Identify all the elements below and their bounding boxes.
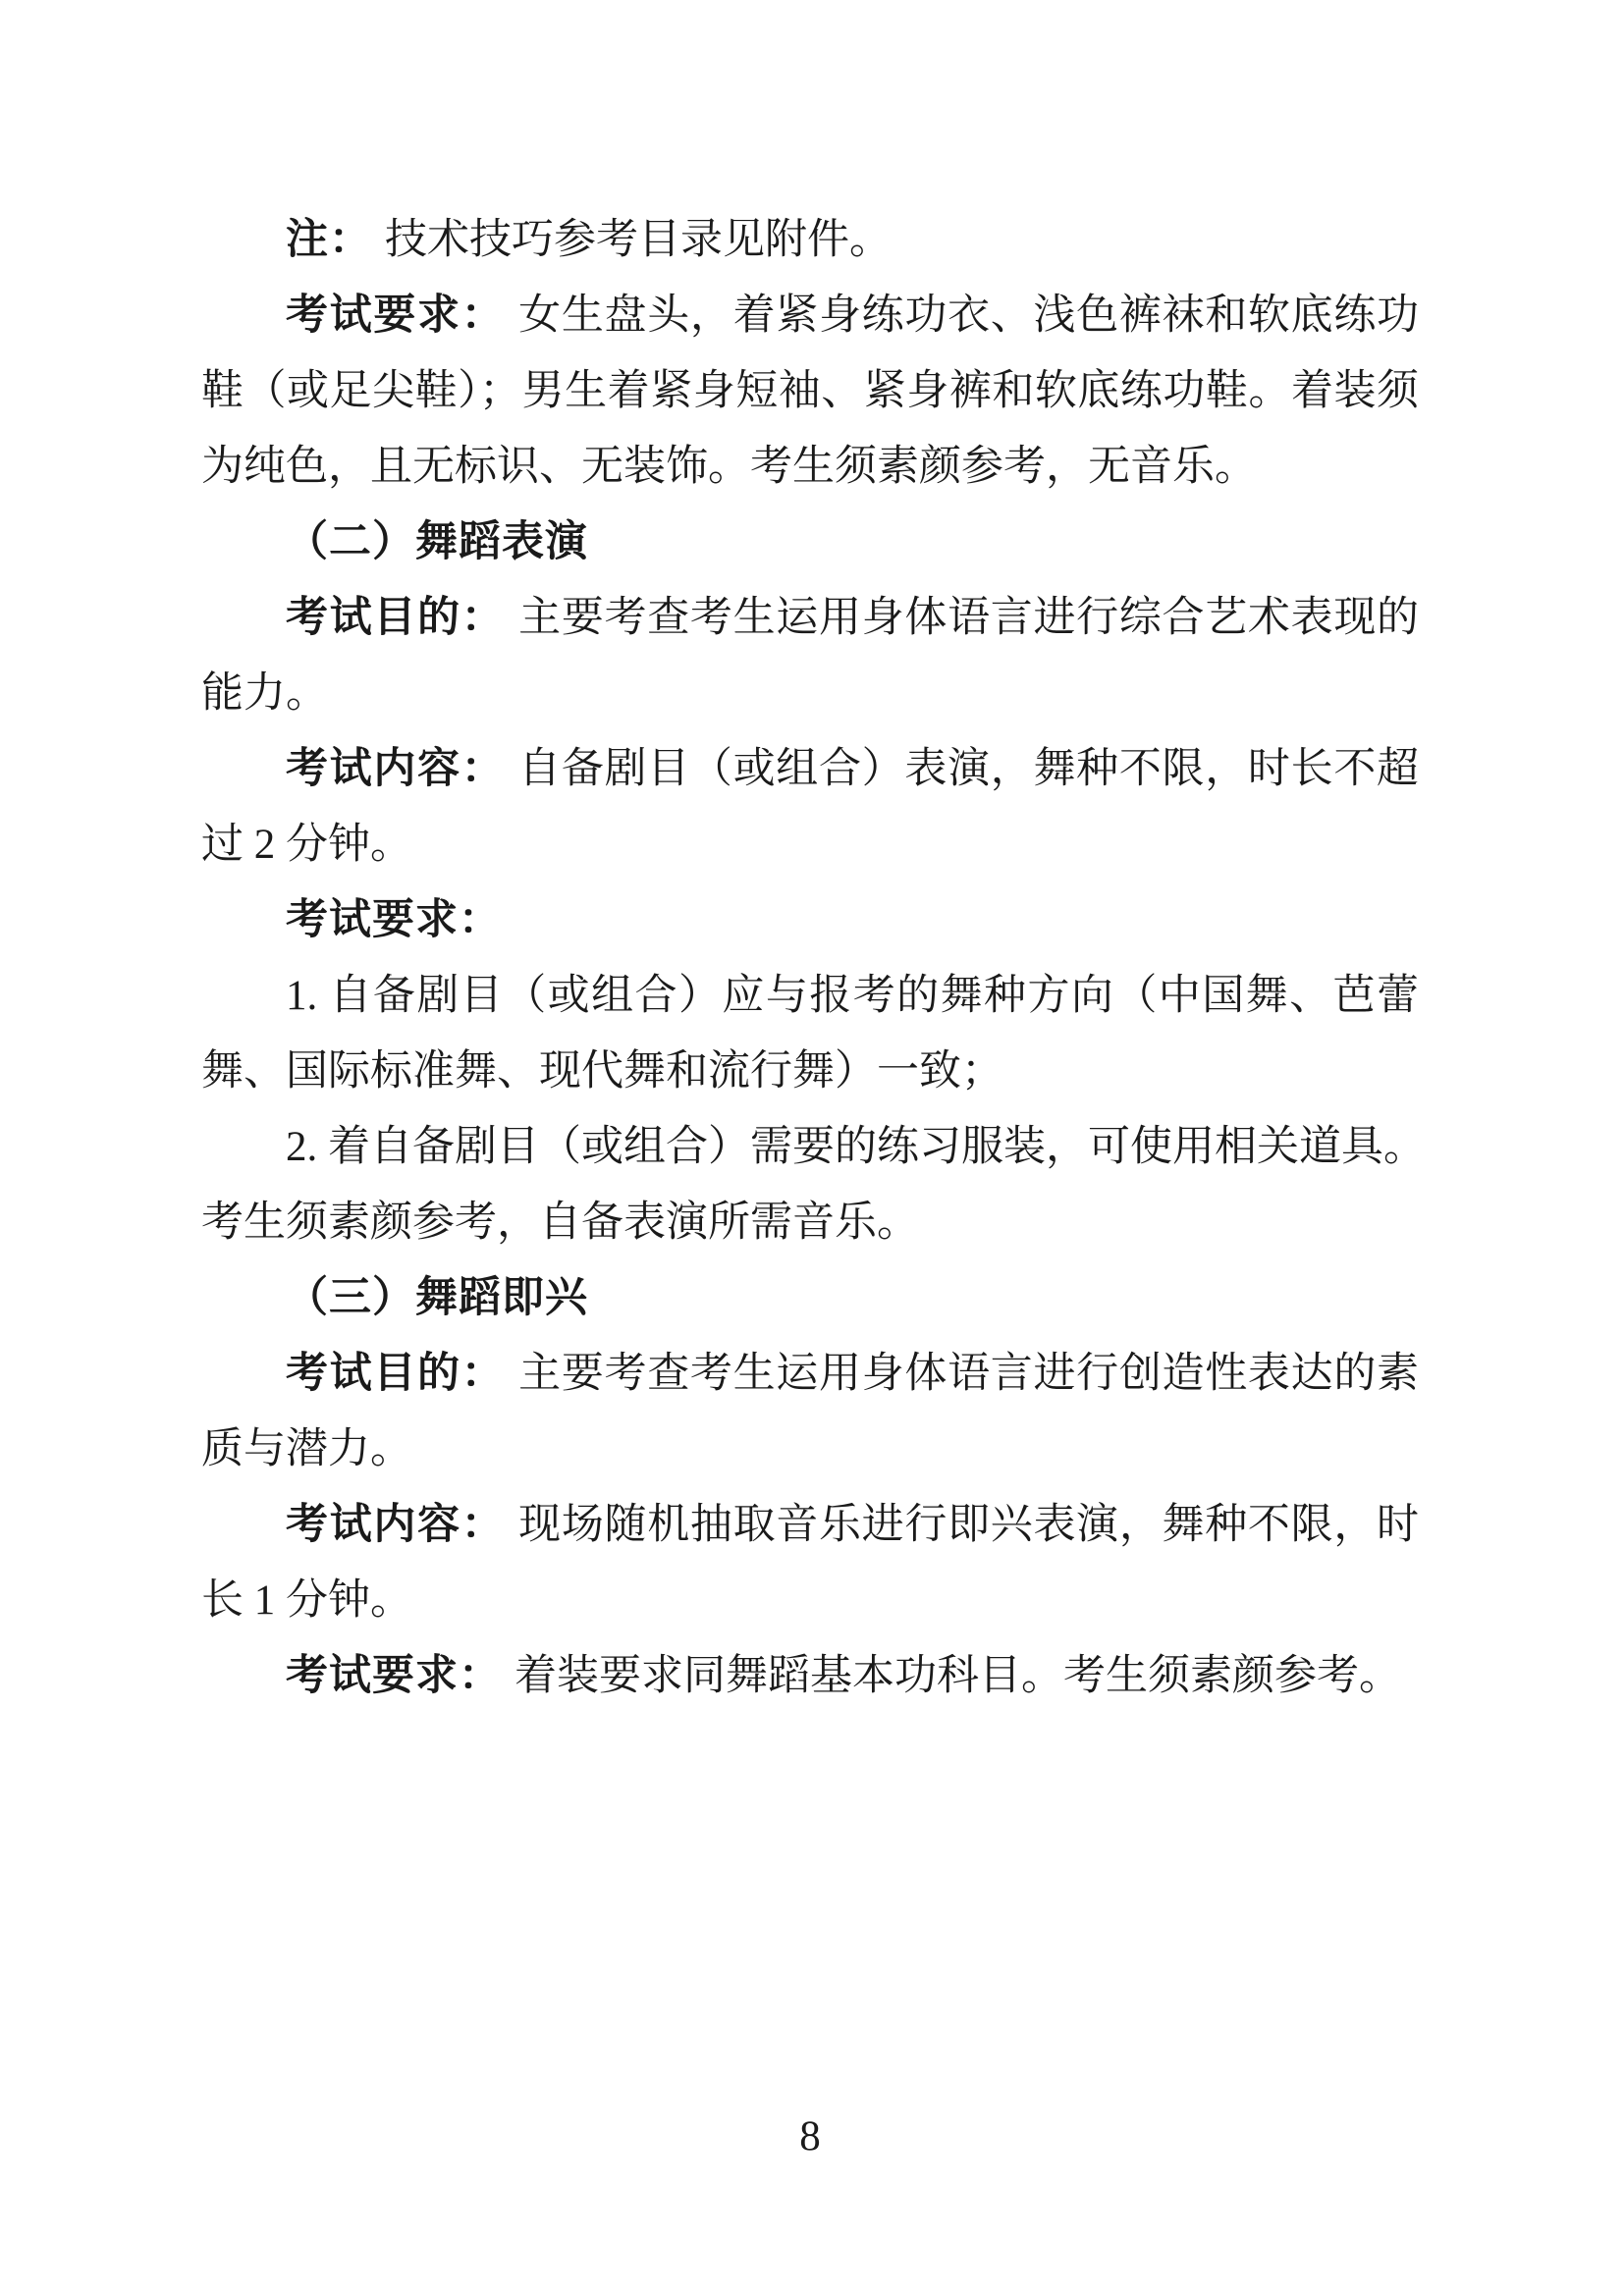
text-line bbox=[201, 1638, 1419, 1714]
text-line bbox=[201, 278, 1419, 353]
page-number: 8 bbox=[799, 2113, 821, 2160]
section-label: 考试目的： bbox=[286, 594, 519, 641]
text-run: 现场随机抽取音乐进行即兴表演，舞种不限，时 bbox=[518, 1502, 1420, 1548]
section-label: 考试内容： bbox=[286, 745, 519, 792]
text-line bbox=[201, 429, 1419, 505]
text-line bbox=[201, 807, 1419, 882]
text-run: 能力。 bbox=[201, 670, 328, 717]
text-run: 考生须素颜参考，自备表演所需音乐。 bbox=[201, 1200, 919, 1246]
text-run: 自备剧目（或组合）表演，舞种不限，时长不超 bbox=[518, 746, 1420, 792]
text-line bbox=[201, 1412, 1419, 1487]
text-run: 为纯色，且无标识、无装饰。考生须素颜参考，无音乐。 bbox=[201, 444, 1257, 490]
text-run: 质与潜力。 bbox=[201, 1426, 412, 1472]
text-line bbox=[201, 202, 1419, 278]
section-label: 考试要求： bbox=[286, 1652, 514, 1699]
page-footer bbox=[201, 2112, 1419, 2162]
text-line bbox=[201, 731, 1419, 807]
text-line bbox=[201, 353, 1419, 429]
text-line bbox=[201, 505, 1419, 580]
text-run: 长 1 分钟。 bbox=[201, 1577, 412, 1624]
text-run: 1. 自备剧目（或组合）应与报考的舞种方向（中国舞、芭蕾 bbox=[286, 973, 1419, 1019]
text-run: 主要考查考生运用身体语言进行综合艺术表现的 bbox=[518, 595, 1420, 641]
text-line bbox=[201, 580, 1419, 656]
section-label: （三）舞蹈即兴 bbox=[286, 1274, 588, 1321]
text-line bbox=[201, 1563, 1419, 1638]
text-line bbox=[201, 1260, 1419, 1336]
section-label: 注： bbox=[286, 216, 385, 263]
text-run: 过 2 分钟。 bbox=[201, 822, 412, 868]
text-line bbox=[201, 1185, 1419, 1260]
text-line bbox=[201, 958, 1419, 1034]
text-run: 2. 着自备剧目（或组合）需要的练习服装，可使用相关道具。 bbox=[286, 1124, 1426, 1170]
text-run: 鞋（或足尖鞋）；男生着紧身短袖、紧身裤和软底练功鞋。着装须 bbox=[201, 368, 1419, 414]
text-run: 主要考查考生运用身体语言进行创造性表达的素 bbox=[518, 1351, 1420, 1397]
section-label: 考试要求： bbox=[286, 292, 519, 339]
text-line bbox=[201, 1336, 1419, 1412]
text-line bbox=[201, 882, 1419, 958]
text-run: 着装要求同舞蹈基本功科目。考生须素颜参考。 bbox=[514, 1653, 1401, 1699]
text-line bbox=[201, 1034, 1419, 1109]
text-run: 技术技巧参考目录见附件。 bbox=[384, 217, 892, 263]
text-line bbox=[201, 1109, 1426, 1185]
text-run: 女生盘头，着紧身练功衣、浅色裤袜和软底练功 bbox=[518, 293, 1420, 339]
section-label: 考试要求： bbox=[286, 896, 502, 943]
section-label: （二）舞蹈表演 bbox=[286, 518, 588, 565]
text-line bbox=[201, 656, 1419, 731]
text-run: 舞、国际标准舞、现代舞和流行舞）一致； bbox=[201, 1048, 1003, 1095]
section-label: 考试内容： bbox=[286, 1501, 519, 1548]
document-body bbox=[201, 202, 1426, 1714]
section-label: 考试目的： bbox=[286, 1350, 519, 1397]
text-line bbox=[201, 1487, 1419, 1563]
